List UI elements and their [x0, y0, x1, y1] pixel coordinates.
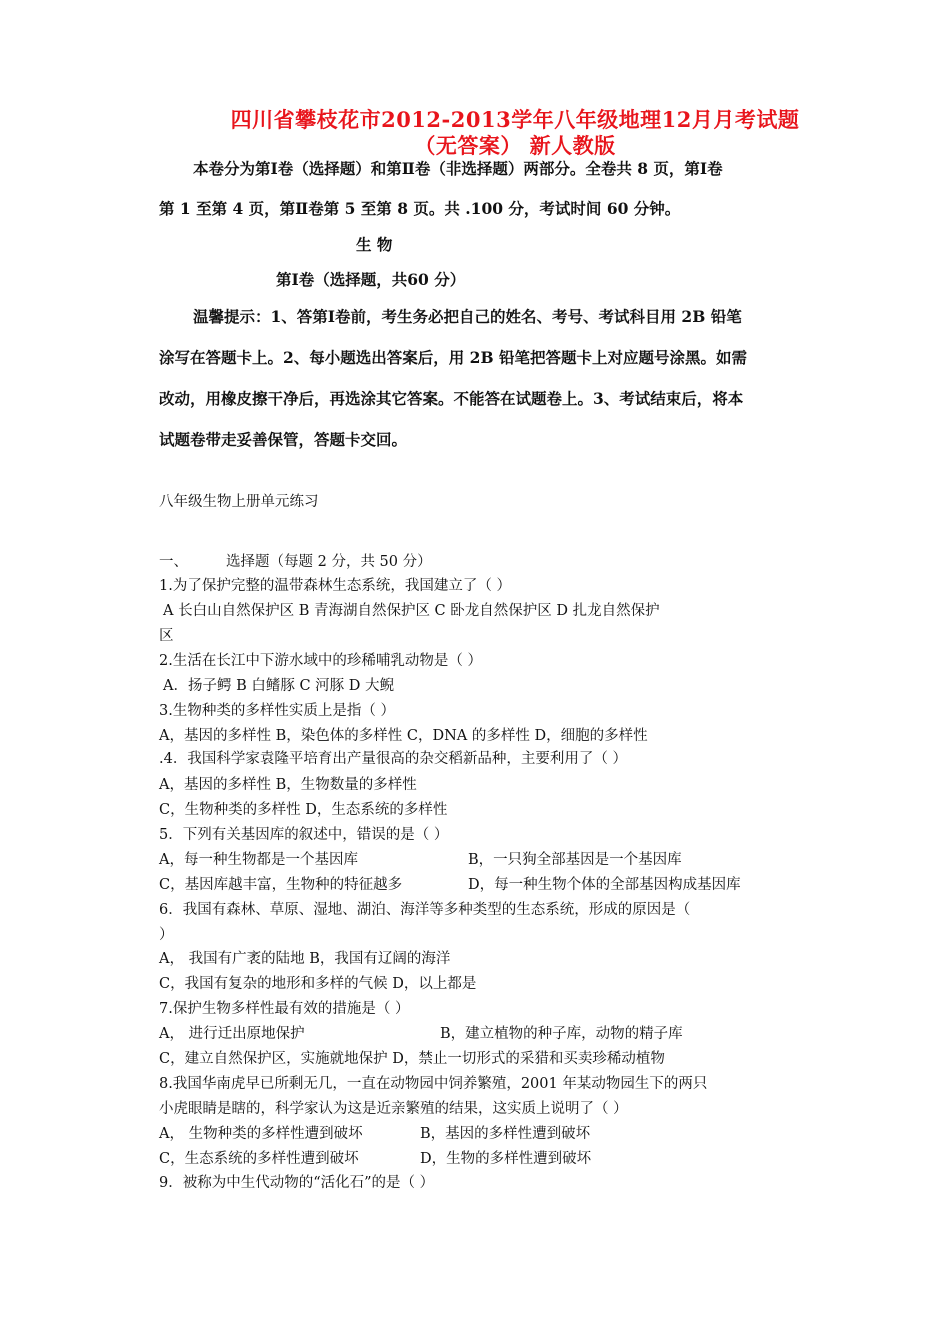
- document-title-line2: （无答案） 新人教版: [414, 133, 616, 158]
- question-5: 5．下列有关基因库的叙述中，错误的是（ ）: [159, 827, 449, 843]
- question-6-options-a: A， 我国有广袤的陆地 B，我国有辽阔的海洋: [159, 951, 451, 967]
- question-8-option-d: D，生物的多样性遭到破坏: [420, 1151, 592, 1167]
- question-6: 6．我国有森林、草原、湿地、湖泊、海洋等多种类型的生态系统，形成的原因是（: [159, 902, 691, 918]
- tip-line1: 温馨提示：1、答第Ⅰ卷前，考生务必把自己的姓名、考号、考试科目用 2B 铅笔: [193, 307, 742, 326]
- part1-heading: 第Ⅰ卷（选择题，共60 分）: [276, 270, 466, 289]
- question-3: 3.生物种类的多样性实质上是指（ ）: [159, 703, 395, 719]
- tip-line3: 改动，用橡皮擦干净后，再选涂其它答案。不能答在试题卷上。3、考试结束后，将本: [159, 389, 744, 408]
- question-4-options-a: A，基因的多样性 B，生物数量的多样性: [159, 777, 417, 793]
- intro-line2: 第 1 至第 4 页，第Ⅱ卷第 5 至第 8 页。共 .100 分，考试时间 60 分钟。: [159, 199, 681, 218]
- section-number: 一、: [159, 554, 188, 570]
- question-8-option-b: B，基因的多样性遭到破坏: [420, 1126, 591, 1142]
- question-7: 7.保护生物多样性最有效的措施是（ ）: [159, 1001, 410, 1017]
- question-1: 1.为了保护完整的温带森林生态系统，我国建立了（ ）: [159, 578, 511, 594]
- document-title-line1: 四川省攀枝花市2012-2013学年八年级地理12月月考试题: [230, 107, 800, 132]
- question-4-options-b: C，生物种类的多样性 D，生态系统的多样性: [159, 802, 448, 818]
- question-7-options-cd: C，建立自然保护区，实施就地保护 D，禁止一切形式的采猎和买卖珍稀动植物: [159, 1051, 665, 1067]
- question-7-option-b: B，建立植物的种子库，动物的精子库: [440, 1026, 683, 1042]
- question-8-cont: 小虎眼睛是瞎的，科学家认为这是近亲繁殖的结果，这实质上说明了（ ）: [159, 1101, 628, 1117]
- subject-heading: 生 物: [356, 235, 393, 254]
- question-9: 9．被称为中生代动物的“活化石”的是（ ）: [159, 1175, 435, 1191]
- question-8-option-a: A， 生物种类的多样性遭到破坏: [159, 1126, 363, 1142]
- question-2-options: A．扬子鳄 B 白鳍豚 C 河豚 D 大鲵: [163, 678, 395, 694]
- question-5-option-a: A，每一种生物都是一个基因库: [159, 852, 358, 868]
- tip-line4: 试题卷带走妥善保管，答题卡交回。: [159, 430, 408, 449]
- question-5-option-c: C，基因库越丰富，生物种的特征越多: [159, 877, 403, 893]
- question-6-cont: ）: [159, 927, 174, 943]
- question-5-option-b: B，一只狗全部基因是一个基因库: [468, 852, 682, 868]
- question-1-options: A 长白山自然保护区 B 青海湖自然保护区 C 卧龙自然保护区 D 扎龙自然保护: [163, 603, 660, 619]
- tip-line2: 涂写在答题卡上。2、每小题选出答案后，用 2B 铅笔把答题卡上对应题号涂黑。如需: [159, 348, 747, 367]
- question-8: 8.我国华南虎早已所剩无几，一直在动物园中饲养繁殖，2001 年某动物园生下的两只: [159, 1076, 708, 1092]
- question-8-option-c: C，生态系统的多样性遭到破坏: [159, 1151, 359, 1167]
- question-1-options-cont: 区: [159, 628, 174, 644]
- unit-title: 八年级生物上册单元练习: [159, 494, 319, 510]
- question-3-options: A，基因的多样性 B，染色体的多样性 C，DNA 的多样性 D，细胞的多样性: [159, 728, 648, 744]
- question-7-option-a: A， 进行迁出原地保护: [159, 1026, 305, 1042]
- question-2: 2.生活在长江中下游水域中的珍稀哺乳动物是（ ）: [159, 653, 482, 669]
- section-label: 选择题（每题 2 分，共 50 分）: [226, 554, 432, 570]
- question-4: .4．我国科学家袁隆平培育出产量很高的杂交稻新品种，主要利用了（ ）: [159, 751, 627, 767]
- question-5-option-d: D，每一种生物个体的全部基因构成基因库: [468, 877, 741, 893]
- intro-line1: 本卷分为第Ⅰ卷（选择题）和第Ⅱ卷（非选择题）两部分。全卷共 8 页，第Ⅰ卷: [193, 159, 723, 178]
- question-6-options-b: C，我国有复杂的地形和多样的气候 D，以上都是: [159, 976, 477, 992]
